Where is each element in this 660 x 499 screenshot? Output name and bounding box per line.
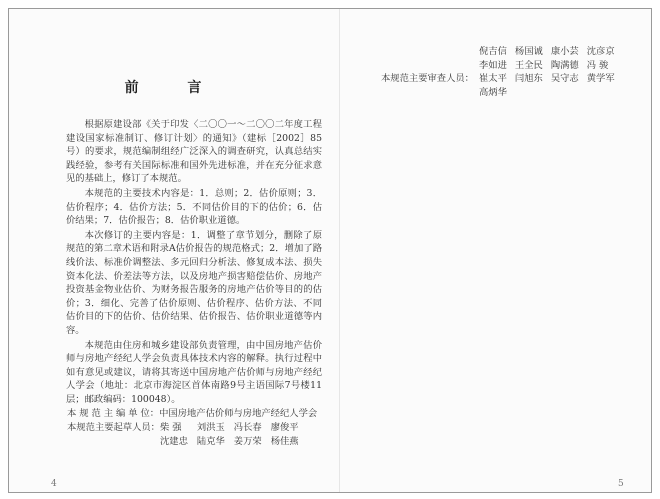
- right-page: [339, 9, 651, 492]
- chief-editor-row: [66, 407, 322, 421]
- reviewer-name: 闫旭东: [514, 73, 543, 85]
- drafters-label: 本规范主要起草人员：: [67, 422, 160, 434]
- page-number-right: 5: [618, 479, 624, 489]
- reviewer-name: 李如进: [479, 59, 507, 71]
- drafters-row: [66, 421, 322, 448]
- reviewer-name: 陶满德: [550, 59, 579, 71]
- paragraph-background: 根据原建设部《关于印发〈二〇〇一～二〇〇二年度工程建设国家标准制订、修订计划〉的通知》（建标［2002］85号）的要求，规范编制组经广泛深入的调查研究，认真总结实践经验，参考有关国际标准和国外先进标准，并在充分征求意见的基础上，修订了本规范。: [66, 119, 322, 185]
- drafter-name: 刘洪玉: [196, 422, 225, 434]
- reviewer-name: 杨国诚: [514, 46, 543, 57]
- credits-block: [66, 407, 322, 448]
- drafter-name: 杨佳燕: [270, 435, 299, 447]
- document-spread: [8, 8, 652, 493]
- reviewer-name: 沈彦京: [586, 46, 615, 57]
- drafter-name: 沈建忠: [159, 435, 188, 447]
- reviewer-name: 冯 骏: [586, 59, 609, 71]
- reviewers-list: [479, 45, 615, 99]
- reviewer-name: 王全民: [514, 59, 543, 71]
- drafter-name: 姜万荣: [233, 435, 262, 447]
- page-title: 前 言: [124, 80, 224, 96]
- reviewer-name: 康小芸: [550, 46, 579, 57]
- left-page: [9, 9, 339, 492]
- paragraph-management: 本规范由住房和城乡建设部负责管理，由中国房地产估价师与房地产经纪人学会负责具体技术内容的解释。执行过程中如有意见或建议，请将其寄送中国房地产估价师与房地产经纪人学会（地址：北京市海淀区首体南路9号主语国际7号楼11层；邮政编码：100048）。: [66, 339, 322, 405]
- paragraph-revision: 本次修订的主要内容是：1．调整了章节划分，删除了原规范的第二章术语和附录A估价报告的规范格式；2．增加了路线价法、标准价调整法、多元回归分析法、修复成本法、损失资本化法、价差法等方法，以及房地产损害赔偿估价、房地产投资基金物业估价、为财务报告服务的房地产估价等目的的估价；3．细化、完善了估价原则、估价程序、估价方法、不同估价目的下的估价、估价结果、估价报告、估价职业道德等内容。: [66, 229, 322, 336]
- reviewers-label: 本规范主要审查人员：: [381, 73, 474, 84]
- paragraph-main-content: 本规范的主要技术内容是：1．总则；2．估价原则；3．估价程序；4．估价方法；5．不同估价目的下的估价；6．估价结果；7．估价报告；8．估价职业道德。: [66, 187, 322, 227]
- drafter-name: 陆克华: [196, 435, 225, 447]
- drafters-list: [160, 421, 299, 448]
- drafter-name: 冯长春: [233, 422, 262, 434]
- reviewer-name: 倪吉信: [479, 46, 507, 57]
- preface-body: [66, 118, 322, 448]
- reviewer-name: 高炳华: [479, 86, 507, 98]
- chief-editor-label: 本 规 范 主 编 单 位：: [67, 408, 160, 420]
- reviewer-name: 崔太平: [479, 73, 507, 85]
- reviewer-name: 黄学军: [586, 73, 615, 85]
- page-number-left: 4: [51, 479, 57, 489]
- reviewer-name: 吴守志: [550, 73, 579, 85]
- drafter-name: 柴 强: [159, 422, 182, 434]
- drafter-name: 廖俊平: [270, 422, 299, 434]
- chief-editor-value: 中国房地产估价师与房地产经纪人学会: [159, 408, 318, 420]
